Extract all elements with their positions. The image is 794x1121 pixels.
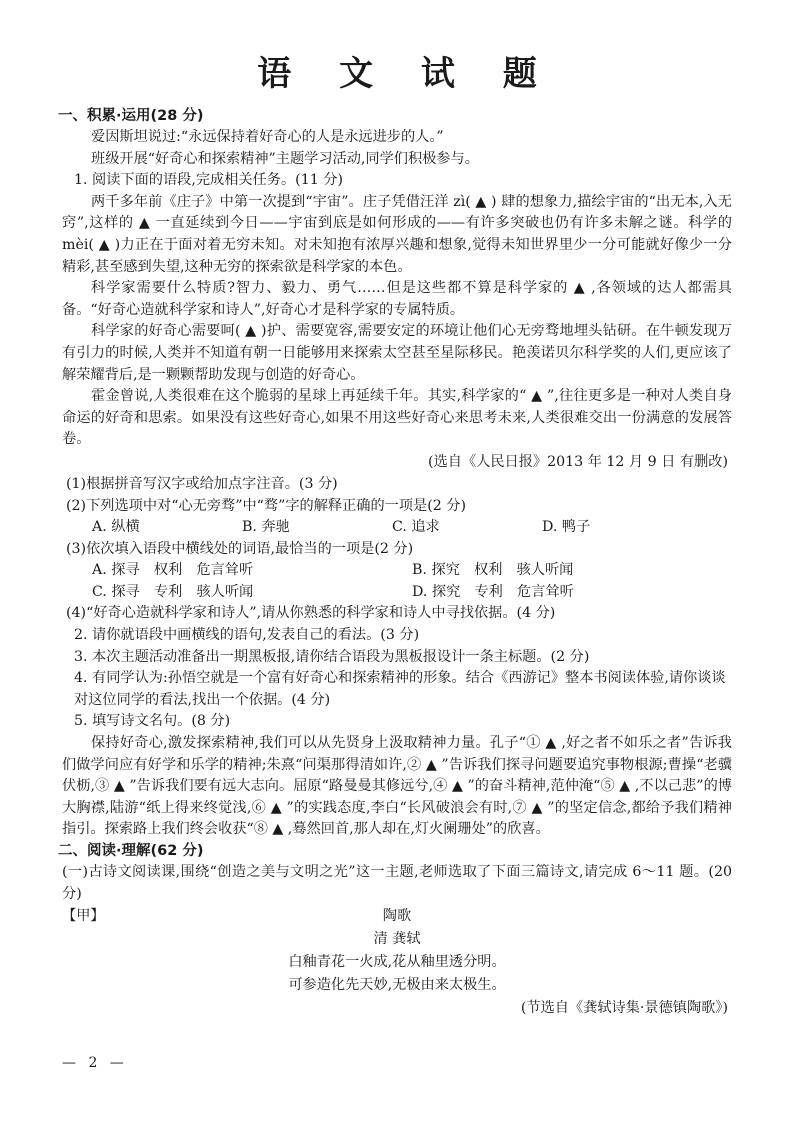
- passage-paragraph-2: 科学家需要什么特质?智力、毅力、勇气……但是这些都不算是科学家的 ▲ ,各领域的达人都需具备。“好奇心造就科学家和诗人”,好奇心才是科学家的专属特质。: [62, 280, 732, 318]
- section-2-heading: 二、阅读·理解(62 分): [58, 843, 204, 859]
- poem-source: (节选自《龚轼诗集·景德镇陶歌》): [520, 1000, 728, 1017]
- question-4: 4. 有同学认为:孙悟空就是一个富有好奇心和探索精神的形象。结合《西游记》整本书阅读体验,请你谈谈对这位同学的看法,找出一个依据。(4 分): [74, 670, 726, 708]
- question-3: 3. 本次主题活动准备出一期黑板报,请你结合语段为黑板报设计一条主标题。(2 分): [74, 648, 590, 665]
- option-c: C. 追求: [392, 519, 440, 536]
- page-number: — 2 —: [62, 1055, 128, 1071]
- option-d: D. 探究 专利 危言耸听: [412, 583, 574, 600]
- option-d: D. 鸭子: [542, 519, 591, 536]
- sub-question-3: (3)依次填入语段中横线处的词语,最恰当的一项是(2 分): [66, 540, 414, 557]
- option-b: B. 奔驰: [242, 519, 290, 536]
- question-2: 2. 请你就语段中画横线的语句,发表自己的看法。(3 分): [74, 627, 420, 644]
- sub-question-3-options-row-1: [62, 560, 732, 582]
- poem-author: 清 龚轼: [373, 931, 421, 948]
- option-a: A. 探寻 权利 危言耸听: [92, 562, 254, 579]
- poetry-fill-paragraph: 保持好奇心,激发探索精神,我们可以从先贤身上汲取精神力量。孔子“① ▲ ,好之者不如乐之者”告诉我们做学问应有好学和乐学的精神;朱熹“问渠那得清如许,② ▲ ”告诉我们探寻问题要追究事物根源;曹操“老骥伏枥,③ ▲ ”告诉我们要有远大志向。屈原“路曼曼其修远兮,④ ▲ ”的奋斗精神,范仲淹“⑤ ▲ ,不以己悲”的博大胸襟,陆游“纸上得来终觉浅,⑥ ▲ ”的实践态度,李白“长风破浪会有时,⑦ ▲ ”的坚定信念,都给予我们精神指引。探索路上我们终会收获“⑧ ▲ ,蓦然回首,那人却在,灯火阑珊处”的欣喜。: [62, 735, 732, 838]
- sub-question-1: (1)根据拼音写汉字或给加点字注音。(3 分): [66, 475, 338, 492]
- option-c: C. 探寻 专利 骇人听闻: [92, 583, 254, 600]
- sub-question-2: (2)下列选项中对“心无旁骛”中“骛”字的解释正确的一项是(2 分): [66, 497, 467, 514]
- question-1-heading: 1. 阅读下面的语段,完成相关任务。(11 分): [74, 172, 344, 189]
- sub-question-4: (4)“好奇心造就科学家和诗人”,请从你熟悉的科学家和诗人中寻找依据。(4 分): [66, 605, 556, 622]
- jia-label: 【甲】: [62, 908, 105, 925]
- intro-quote: 爱因斯坦说过:“永远保持着好奇心的人是永远进步的人。”: [91, 129, 444, 145]
- intro-activity: 班级开展“好奇心和探索精神”主题学习活动,同学们积极参与。: [91, 150, 479, 167]
- option-b: B. 探究 权利 骇人听闻: [412, 562, 574, 579]
- poem-title: 陶歌: [382, 908, 412, 925]
- sub-question-3-options-row-2: [62, 582, 732, 604]
- question-5: 5. 填写诗文名句。(8 分): [74, 713, 231, 730]
- passage-paragraph-4: 霍金曾说,人类很难在这个脆弱的星球上再延续千年。其实,科学家的“ ▲ ”,往往更多是一种对人类自身命运的好奇和思索。如果没有这些好奇心,如果不用这些好奇心来思考未来,人类很难交出一份满意的发展答卷。: [62, 388, 732, 448]
- poem-line-1: 白釉青花一火成,花从釉里透分明。: [288, 954, 506, 971]
- option-a: A. 纵横: [92, 519, 140, 536]
- passage-paragraph-3: 科学家的好奇心需要呵( ▲ )护、需要宽容,需要安定的环境让他们心无旁骛地埋头钻研。在牛顿发现万有引力的时候,人类并不知道有朝一日能够用来探索太空甚至星际移民。艳羡诺贝尔科学奖的人们,更应该了解荣耀背后,是一颗颗帮助发现与创造的好奇心。: [62, 323, 732, 383]
- part-1-intro: (一)古诗文阅读课,围绕“创造之美与文明之光”这一主题,老师选取了下面三篇诗文,请完成 6～11 题。(20 分): [62, 864, 732, 902]
- sub-question-2-options: [62, 517, 732, 539]
- page-title: 语 文 试 题: [257, 54, 555, 94]
- passage-source: (选自《人民日报》2013 年 12 月 9 日 有删改): [428, 453, 728, 470]
- poem-title-row: [62, 905, 732, 928]
- poem-line-2: 可参造化先天妙,无极由来太极生。: [288, 977, 506, 994]
- section-1-heading: 一、积累·运用(28 分): [58, 108, 204, 124]
- passage-paragraph-1: 两千多年前《庄子》中第一次提到“宇宙”。庄子凭借汪洋 zì( ▲ ) 肆的想象力,描绘宇宙的“出无本,入无窍”,这样的 ▲ 一直延续到今日——宇宙到底是如何形成的——有许多突破也仍有许多未解之谜。科学的 mèi( ▲ )力正在于面对着无穷未知。对未知抱有浓厚兴趣和想象,觉得未知世界里少一分可能就好像少一分精彩,甚至感到失望,这种无穷的探索欲是科学家的本色。: [62, 193, 732, 275]
